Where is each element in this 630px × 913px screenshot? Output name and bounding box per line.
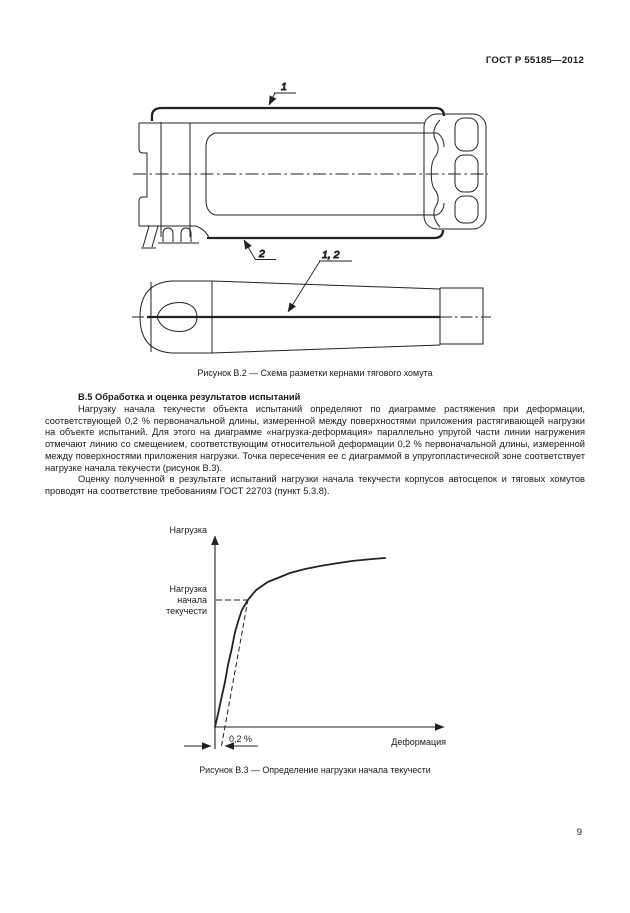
figure-b2-callouts — [244, 81, 352, 312]
figure-b2-caption: Рисунок В.2 — Схема разметки кернами тягового хомута — [197, 368, 433, 378]
callout-2-leader — [244, 240, 255, 259]
section-b5-body — [45, 404, 585, 498]
section-b5-heading: В.5 Обработка и оценка результатов испытаний — [78, 392, 301, 402]
yield-label-line2: начала — [177, 595, 207, 605]
page-number: 9 — [576, 827, 582, 838]
yoke-side-view — [132, 281, 491, 353]
y-axis-label: Нагрузка — [169, 525, 207, 535]
callout-1-label: 1 — [281, 81, 287, 93]
offset-value-label: 0,2 % — [229, 734, 253, 744]
callout-12-leader — [288, 261, 320, 312]
callout-12-label: 1, 2 — [322, 249, 340, 261]
figure-b3-caption: Рисунок В.3 — Определение нагрузки начала текучести — [199, 765, 431, 775]
paragraph-2: Оценку полученной в результате испытаний нагрузки начала текучести корпусов автосцепок и тяговых хомутов проводят на соответствие требованиям ГОСТ 22703 (пункт 5.3.8). — [45, 474, 585, 496]
x-axis-label: Деформация — [391, 737, 446, 747]
document-header: ГОСТ Р 55185—2012 — [485, 55, 584, 66]
yield-label-line1: Нагрузка — [169, 584, 207, 594]
paragraph-1: Нагрузку начала текучести объекта испытаний определяют по диаграмме растяжения при деформации, соответствующей 0,2 % первоначальной длины, измеренной между поверхностями приложения растягивающей нагрузки на объекте испытаний. Для этого на диаграмме «нагрузка-деформация» параллельно упругой части линии нагружения отмечают линию со смещением, соответствующим относительной деформации 0,2 % первоначальной длины, измеренной между поверхностями приложения нагрузки. Точка пересечения ее с диаграммой в упругопластической зоне соответствует нагрузке начала текучести (рисунок В.3). — [45, 404, 585, 473]
yoke-plan-view — [133, 108, 488, 248]
callout-2-label: 2 — [259, 248, 265, 260]
figure-b3-chart — [166, 525, 446, 749]
offset-line — [222, 600, 248, 746]
figure-b2-drawing — [132, 81, 491, 353]
callout-1-leader — [269, 93, 275, 105]
yield-label-line3: текучести — [166, 606, 207, 616]
